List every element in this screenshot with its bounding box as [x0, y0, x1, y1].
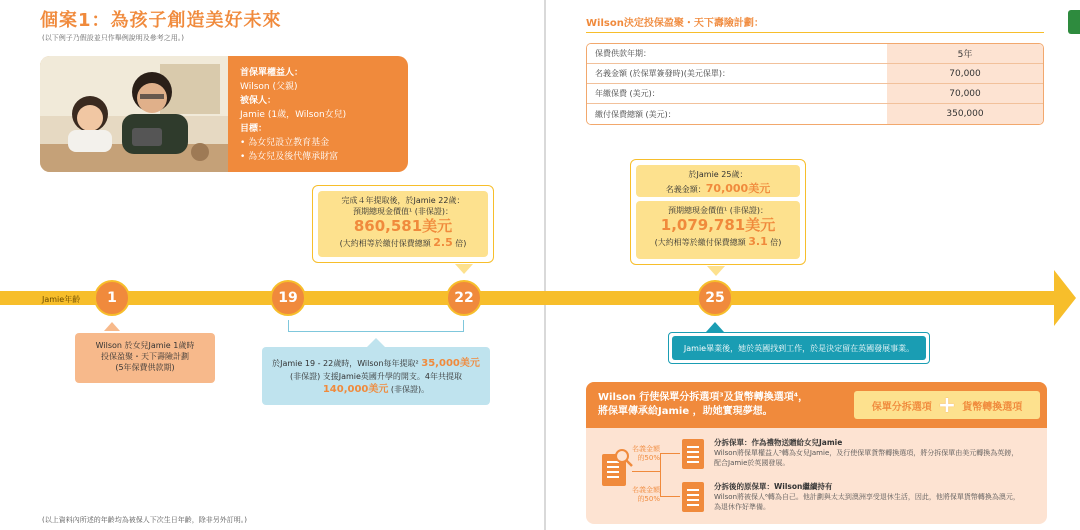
plan-table [586, 43, 1044, 125]
table-row [587, 84, 1043, 104]
table-row [587, 64, 1043, 84]
plan-title: Wilson決定投保盈聚・天下壽險計劃： [586, 18, 764, 29]
age22-pointer [455, 264, 473, 274]
withdrawal-annual: 35,000美元 [421, 358, 480, 369]
options-heading [598, 391, 808, 419]
age1-line1: Wilson 於女兒Jamie 1歲時 [95, 341, 195, 350]
timeline-arrowhead [1054, 270, 1076, 326]
pct-line: 的50% [637, 495, 660, 503]
age25-amount: 1,079,781美元 [660, 216, 776, 234]
age25-top1: 於Jamie 25歲： [688, 170, 748, 179]
option1-body: 配合Jamie於英國發展。 [714, 459, 790, 467]
profile-card [40, 56, 408, 172]
age22-note [318, 236, 488, 249]
age1-pointer [104, 322, 120, 331]
age25-value-box [636, 201, 800, 259]
withdrawal-box [262, 347, 490, 405]
row-label: 繳付保費總額 (美元)： [587, 104, 887, 124]
options-tag [854, 391, 1040, 419]
age22-multiple: 2.5 [433, 236, 453, 249]
row-value: 5年 [887, 44, 1043, 63]
age22-note-suffix: 倍) [452, 239, 467, 248]
age25-notional-label: 名義金額： [665, 185, 706, 194]
age-node-1: 1 [94, 280, 130, 316]
graduation-box: Jamie畢業後，她於英國找到工作，於是決定留在英國發展事業。 [672, 336, 926, 360]
age25-multiple: 3.1 [748, 235, 768, 248]
connector-line [660, 453, 680, 454]
split-policy-icon [682, 439, 704, 469]
age25-note-suffix: 倍) [767, 238, 782, 247]
age25-line1: 預期總現金價值¹ (非保證)： [668, 206, 768, 215]
goal-item: • 為女兒及後代傳承財富 [240, 150, 346, 164]
goal-item: • 為女兒設立教育基金 [240, 136, 346, 150]
split-pct-2 [626, 486, 660, 504]
title-rule [586, 32, 1044, 33]
withdrawal-line2: (非保證) 支援Jamie英國升學的開支。4年共提取 [289, 372, 463, 381]
age1-line2: 投保盈聚・天下壽險計劃 [101, 352, 189, 361]
age1-box [75, 333, 215, 383]
page-spine [544, 0, 546, 530]
option2-heading: 分拆後的原保單：Wilson繼續持有 [714, 482, 833, 491]
row-label: 保費供款年期： [587, 44, 887, 63]
goal-list [240, 136, 346, 164]
original-policy-icon [682, 482, 704, 512]
table-row [587, 104, 1043, 124]
age-footnote: (以上資料內所述的年齡均為被保人下次生日年齡，除非另外訂明。) [42, 516, 247, 524]
age-node-25: 25 [697, 280, 733, 316]
pct-line: 名義金額 [632, 445, 660, 453]
insured-label: 被保人： [240, 96, 277, 106]
age-node-22: 22 [446, 280, 482, 316]
disclaimer-note: (以下例子乃假設並只作舉例說明及參考之用。) [42, 34, 184, 42]
timeline-label: Jamie年齡 [42, 295, 81, 304]
age-node-19: 19 [270, 280, 306, 316]
row-value: 70,000 [887, 84, 1043, 103]
option1-body: Wilson將保單權益人⁵轉為女兒Jamie，及行使保單貨幣轉換選項，將分拆保單由美元轉換為英鎊， [714, 449, 1019, 457]
row-label: 名義金額 (於保單簽發時)(美元保單)： [587, 64, 887, 83]
age25-notional: 70,000美元 [705, 182, 771, 195]
option1-heading: 分拆保單：作為禮物送贈給女兒Jamie [714, 438, 843, 447]
timeline-bar [0, 291, 1058, 305]
option2-description [714, 482, 1044, 512]
option2-body: Wilson將被保人⁶轉為自己。他計劃與太太到澳洲享受退休生活，因此，他將保單貨幣轉換為澳元， [714, 493, 1020, 501]
goal-label: 目標： [240, 124, 268, 134]
graduation-pointer [706, 322, 724, 332]
currency-option-label: 貨幣轉換選項 [962, 401, 1023, 413]
policyholder-label: 首保單權益人： [240, 68, 304, 78]
pct-line: 的50% [637, 454, 660, 462]
split-pct-1 [626, 445, 660, 463]
option2-body: 為退休作好準備。 [714, 503, 770, 511]
withdrawal-total-suffix: (非保證)。 [388, 385, 430, 394]
age1-line3: (5年保費供款期) [115, 363, 175, 372]
age22-line1: 完成４年提取後，於Jamie 22歲： [341, 196, 465, 205]
withdrawal-total: 140,000美元 [322, 384, 389, 395]
profile-details [240, 66, 346, 164]
plus-icon: + [937, 392, 957, 418]
connector-line [632, 471, 660, 472]
case-title: 個案1：為孩子創造美好未來 [40, 10, 282, 31]
connector-line [660, 496, 680, 497]
connector-line [660, 453, 661, 497]
family-photo [40, 56, 228, 172]
age22-value-box [318, 191, 488, 257]
row-value: 70,000 [887, 64, 1043, 83]
options-heading-line1: Wilson 行使保單分拆選項³及貨幣轉換選項⁴， [598, 392, 809, 403]
row-label: 年繳保費 (美元)： [587, 84, 887, 103]
policyholder-value: Wilson (父親) [240, 82, 298, 92]
row-value: 350,000 [887, 104, 1043, 124]
options-panel [586, 382, 1047, 524]
age25-note-prefix: (大約相等於繳付保費總額 [654, 238, 749, 247]
pct-line: 名義金額 [632, 486, 660, 494]
age25-top-box [636, 165, 800, 197]
insured-value: Jamie (1歲，Wilson女兒) [240, 110, 347, 120]
split-option-label: 保單分拆選項 [871, 401, 932, 413]
age22-amount: 860,581美元 [353, 217, 453, 235]
option1-description [714, 438, 1044, 468]
age25-pointer [707, 266, 725, 276]
withdrawal-pointer [367, 338, 385, 347]
options-heading-line2: 將保單傳承給Jamie ，助她實現夢想。 [598, 406, 773, 417]
withdrawal-line1: 於Jamie 19 - 22歲時，Wilson每年提取² [272, 359, 422, 368]
age22-note-prefix: (大約相等於繳付保費總額 [339, 239, 434, 248]
age22-line2: 預期總現金價值¹ (非保證)： [353, 207, 453, 216]
edge-tab [1068, 10, 1080, 34]
withdrawal-bracket [288, 320, 464, 332]
table-row [587, 44, 1043, 64]
